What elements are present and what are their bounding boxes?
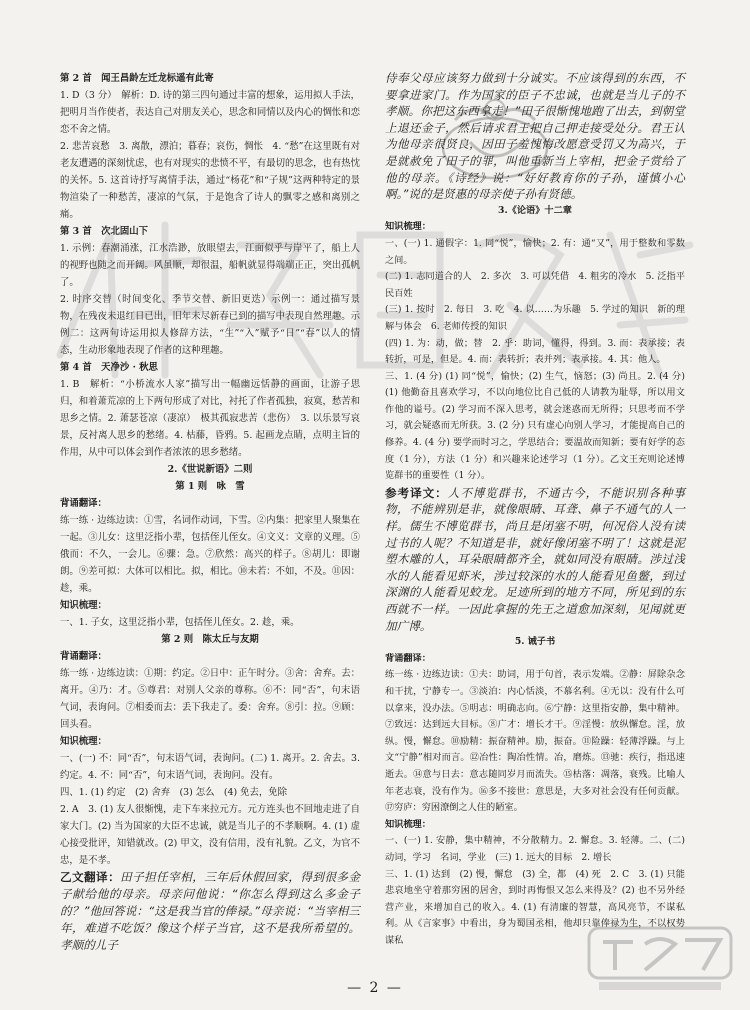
section-heading bbox=[60, 359, 360, 376]
paragraph-text: 第 2 首 闻王昌龄左迁龙标遥有此寄 bbox=[60, 73, 214, 84]
section-title bbox=[60, 461, 360, 478]
subsection-label bbox=[60, 733, 360, 750]
paragraph-text: 练一练 · 边练边读：①夫：助词，用于句首，表示发端。②静：屏除杂念和干扰，宁静专一。③淡泊：内心恬淡，不慕名利。④无以：没有什么可以拿来，没办法。⑤明志：明确志向。⑥宁静：这里指安静，集中精神。⑦致远：达到远大目标。⑧广才：增长才干。⑨淫慢：放纵懈怠。淫，放纵。慢，懈怠。⑩励精：振奋精神。励，振奋。⑪险躁：轻薄浮躁。与上文“宁静”相对而言。⑫冶性：陶冶性情。冶，磨炼。⑬驰：疾行，指迅速逝去。⑭意与日去：意志随同岁月而流失。⑮枯落：凋落，衰残。比喻人年老志衰，没有作为。⑯多不接世：意思是，大多对社会没有任何贡献。⑰穷庐：穷困潦倒之人住的陋室。 bbox=[385, 669, 685, 814]
paragraph-text: (二) 1. 志同道合的人 2. 多次 3. 可以凭借 4. 粗劣的冷水 5. 泛指平民百姓 bbox=[385, 271, 685, 299]
answer-paragraph bbox=[385, 236, 685, 269]
paragraph-text: 练一练 · 边练边读：①期：约定。②日中：正午时分。③舍：舍弃。去：离开。④乃：才。⑤尊君：对别人父亲的尊称。⑥不：同“否”，句末语气词，表询问。⑦相委而去：丢下我走了。委：舍弃。⑧引：拉。⑨顾：回头看。 bbox=[60, 668, 361, 730]
answer-paragraph bbox=[60, 512, 360, 597]
paragraph-text: 知识梳理： bbox=[385, 818, 431, 830]
translation-paragraph bbox=[60, 869, 360, 954]
paragraph-text: 2. 时序交替（时间变化、季节交替、新旧更迭）示例一：通过描写景物，在残夜未退红日已出，旧年未尽新春已到的描写中表现自然理趣。示例二：这两句诗运用拟人修辞方法，“生”“入”赋予“日”“春”以人的情态，生动形象地表现了作者的这种理趣。 bbox=[60, 294, 361, 356]
paragraph-text: 1. D（3 分） 解析：D. 诗的第三四句通过丰富的想象，运用拟人手法，把明月当作使者，表达自己对朋友关心，思念和同情以及内心的惆怅和恋恋不舍之情。 bbox=[60, 90, 361, 135]
answer-paragraph bbox=[60, 87, 360, 138]
paragraph-text: 人不博览群书，不通古今，不能识别各种事物，不能辨别是非，就像眼睛、耳聋、鼻子不通气的人一样。儒生不博览群书，尚且是闭塞不明，何况俗人没有读过书的人呢？不知道是非，就好像闭塞不明了！这就是泥塑木雕的人，耳朵眼睛都齐全，就如同没有眼睛。涉过浅水的人能看见虾米，涉过较深的水的人能看见鱼鳖，到过深渊的人能看见蛟龙。足迹所到的地方不同，所见到的东西就不一样。一因此拿握的先王之道愈加深刻，见闻就更加广博。 bbox=[385, 485, 685, 633]
paragraph-text: 3.《论语》十二章 bbox=[498, 204, 572, 216]
subsection-label bbox=[385, 817, 685, 834]
paragraph-text: 第 3 首 次北固山下 bbox=[60, 226, 149, 237]
answer-paragraph bbox=[385, 336, 685, 369]
paragraph-text: 四、1. (1) 约定 (2) 舍弃 (3) 怎么 (4) 免去，免除 bbox=[60, 787, 287, 798]
paragraph-text: 一、1. 子女，这里泛指小辈，包括侄儿侄女。2. 趁，乘。 bbox=[60, 617, 300, 628]
answer-paragraph bbox=[385, 302, 685, 335]
section-title bbox=[60, 631, 360, 648]
subsection-label bbox=[60, 495, 360, 512]
paragraph-text: 5. 诫子书 bbox=[514, 636, 556, 648]
paragraph-text: 知识梳理： bbox=[60, 600, 107, 611]
section-title bbox=[385, 203, 685, 220]
left-column bbox=[60, 70, 360, 954]
answer-paragraph bbox=[385, 269, 685, 302]
paragraph-text: 第 1 则 咏 雪 bbox=[175, 481, 245, 492]
paragraph-text: 三、1. (1) 达到 (2) 慢，懈怠 (3) 全，都 (4) 死 2. C 3. (1) 只能悲哀地坐守着那穷困的居舍，到时再悔恨又怎么来得及？(2) 也不另外经营产业，来增加自己的收入。4. (1) 有清廉的智慧，高风亮节，不谋私利。从《言家事》中看出，身为蜀国丞相，他却只靠俸禄为生，不以权势谋私 bbox=[385, 868, 685, 946]
paragraph-text: 1. 示例：春潮涌涨，江水浩渺，放眼望去，江面似乎与岸平了，船上人的视野也随之而开阔。风虽顺，却很温，船帆就显得端端正正，突出孤帆了。 bbox=[60, 243, 361, 288]
paragraph-text: 知识梳理： bbox=[60, 736, 107, 747]
paragraph-text: 一、(一) 1. 通假字：1. 同“悦”，愉快；2. 有：通“又”，用于整数和零数之间。 bbox=[385, 237, 685, 266]
paragraph-text: 背诵翻译： bbox=[60, 651, 107, 662]
paragraph-text: 2. A 3. (1) 友人很惭愧，走下车来拉元方。元方连头也不回地走进了自家大门。(2) 当为国家的大臣不忠诚，就是当儿子的不孝顺啊。4. (1) 虚心接受批评，知错就改。(2) 甲文，没有信用，没有礼貌。乙文，为官不忠，是不孝。 bbox=[60, 804, 361, 866]
paragraph-text: (四) 1. 为：动，做；替 2. 乎：助词，懂得，得到。3. 而：表承接；表转折，可是，但是。4. 而：表转折；表并列；表承接。4. 其：他人。 bbox=[385, 337, 685, 366]
answer-paragraph bbox=[60, 138, 360, 223]
section-title bbox=[385, 634, 685, 651]
answer-paragraph bbox=[60, 784, 360, 801]
paragraph-text: 一、(一) 不：同“否”，句末语气词，表询问。(二) 1. 离开。2. 舍去。3. 约定。4. 不：同“否”，句末语气词，表询问。没有。 bbox=[60, 753, 360, 781]
answer-paragraph bbox=[60, 614, 360, 631]
subsection-label bbox=[385, 651, 685, 668]
paragraph-text: 练一练 · 边练边读：①雪，名词作动词，下雪。②内集：把家里人聚集在一起。③儿女：这里泛指小辈，包括侄儿侄女。④文义：文章的义理。⑤俄而：不久，一会儿。⑥骤：急。⑦欣然：高兴的样子。⑧胡儿：即谢朗。⑨差可拟：大体可以相比。拟，相比。⑩未若：不如，不及。⑪因：趁，乘。 bbox=[60, 515, 361, 594]
answer-paragraph bbox=[60, 750, 360, 784]
paragraph-text: 一、(一) 1. 安静，集中精神，不分散精力。2. 懈怠。3. 轻薄。二、(二) 动词，学习 名词，学业 (三) 1. 远大的目标 2. 增长 bbox=[385, 835, 685, 863]
paragraph-text: 第 4 首 天净沙 · 秋思 bbox=[60, 362, 158, 373]
translation-label: 乙文翻译： bbox=[60, 870, 121, 884]
answer-paragraph bbox=[385, 867, 685, 950]
subsection-label bbox=[60, 648, 360, 665]
paragraph-text: 1. B 解析：“小桥流水人家”描写出一幅幽远恬静的画面，让游子思归，和着萧荒凉的上下两句形成了对比，衬托了作者孤独，寂寞，愁苦和思乡之情。2. 萧瑟苍凉（凄凉） 极其孤寂悲苦（悲伤） 3. 以乐景写哀景，反衬离人思乡的愁绪。4. 枯藤，昏鸦。5. 起画龙点睛，点明主旨的作用，从中可以体会到作者浓浓的思乡愁绪。 bbox=[60, 379, 361, 458]
answer-paragraph bbox=[60, 376, 360, 461]
answer-paragraph bbox=[60, 291, 360, 359]
translation-label: 参考译文： bbox=[385, 485, 448, 500]
paragraph-text: 侍奉父母应该努力做到十分诚实。不应该得到的东西，不要拿进家门。作为国家的臣子不忠诚，也就是当儿子的不孝顺。你把这东西拿走！”田子很惭愧地跑了出去，到朝堂上退还金子，然后请求君王把自己押走接受处分。君王认为他母亲很贤良，因田子羞愧悔改愿意受罚又为高兴，于是就赦免了田子的罪，叫他重新当上宰相，把金子赏给了他的母亲。《诗经》说：“好好教育你的子孙，谨慎小心啊。”说的是贤惠的母亲使子孙有贤德。 bbox=[385, 71, 685, 202]
paragraph-text: 2. 悲苦哀愁 3. 离散，漂泊；暮春；哀伤，惆怅 4. “愁”在这里既有对老友遭遇的深刻忧虑，也有对现实的悲愤不平，有最切的思念，也有热忱的关怀。5. 这首诗抒写离情手法，通过“杨花”和“子规”这两种特定的景物渲染了一种愁苦，凄凉的气氛，于是饱含了诗人的飘零之感和离别之痛。 bbox=[60, 141, 361, 220]
translation-paragraph bbox=[385, 70, 685, 203]
subsection-label bbox=[60, 597, 360, 614]
answer-paragraph bbox=[60, 240, 360, 291]
paragraph-text: 2.《世说新语》二则 bbox=[167, 464, 253, 475]
paragraph-text: 田子担任宰相，三年后休假回家，得到很多金子献给他的母亲。母亲问他说：“你怎么得到这么多金子的？”他回答说：“这是我当官的俸禄。”母亲说：“当宰相三年，难道不吃饭？像这个样子当官，这不是我所希望的。孝顺的儿子 bbox=[60, 870, 360, 952]
page-number: — 2 — bbox=[347, 980, 403, 996]
answer-paragraph bbox=[385, 369, 685, 485]
paragraph-text: 知识梳理： bbox=[385, 221, 431, 233]
paragraph-text: 背诵翻译： bbox=[60, 498, 107, 509]
section-heading bbox=[60, 223, 360, 240]
right-column bbox=[385, 70, 685, 949]
answer-paragraph bbox=[385, 833, 685, 866]
paragraph-text: 三、1. (4 分) (1) 同“悦”，愉快；(2) 生气，恼怒；(3) 尚且。2. (4 分) (1) 他勤奋且喜欢学习，不以向地位比自己低的人请教为耻辱，所以用文作他的谥号。(2) 学习而不深入思考，就会迷惑而无所得；只思考而不学习，就会疑惑而无所获。3. (2 分) 只有虚心向别人学习，才能提高自己的修养。4. (4 分) 要学而时习之，学思结合；要温故而知新；要有好学的态度（1 分），方法（1 分）和兴趣来论述学习（1 分）。乙文王充则论述博览群书的重要性（1 分）。 bbox=[385, 370, 685, 482]
paragraph-text: (三) 1. 按时 2. 每日 3. 吃 4. 以……为乐趣 5. 学过的知识 新的理解与体会 6. 老师传授的知识 bbox=[385, 304, 685, 332]
paragraph-text: 第 2 则 陈太丘与友期 bbox=[161, 634, 259, 645]
answer-paragraph bbox=[385, 667, 685, 816]
subsection-label bbox=[385, 219, 685, 236]
translation-paragraph bbox=[385, 485, 685, 634]
section-title bbox=[60, 478, 360, 495]
answer-paragraph bbox=[60, 665, 360, 733]
answer-paragraph bbox=[60, 801, 360, 869]
paragraph-text: 背诵翻译： bbox=[385, 652, 431, 664]
section-heading bbox=[60, 70, 360, 87]
